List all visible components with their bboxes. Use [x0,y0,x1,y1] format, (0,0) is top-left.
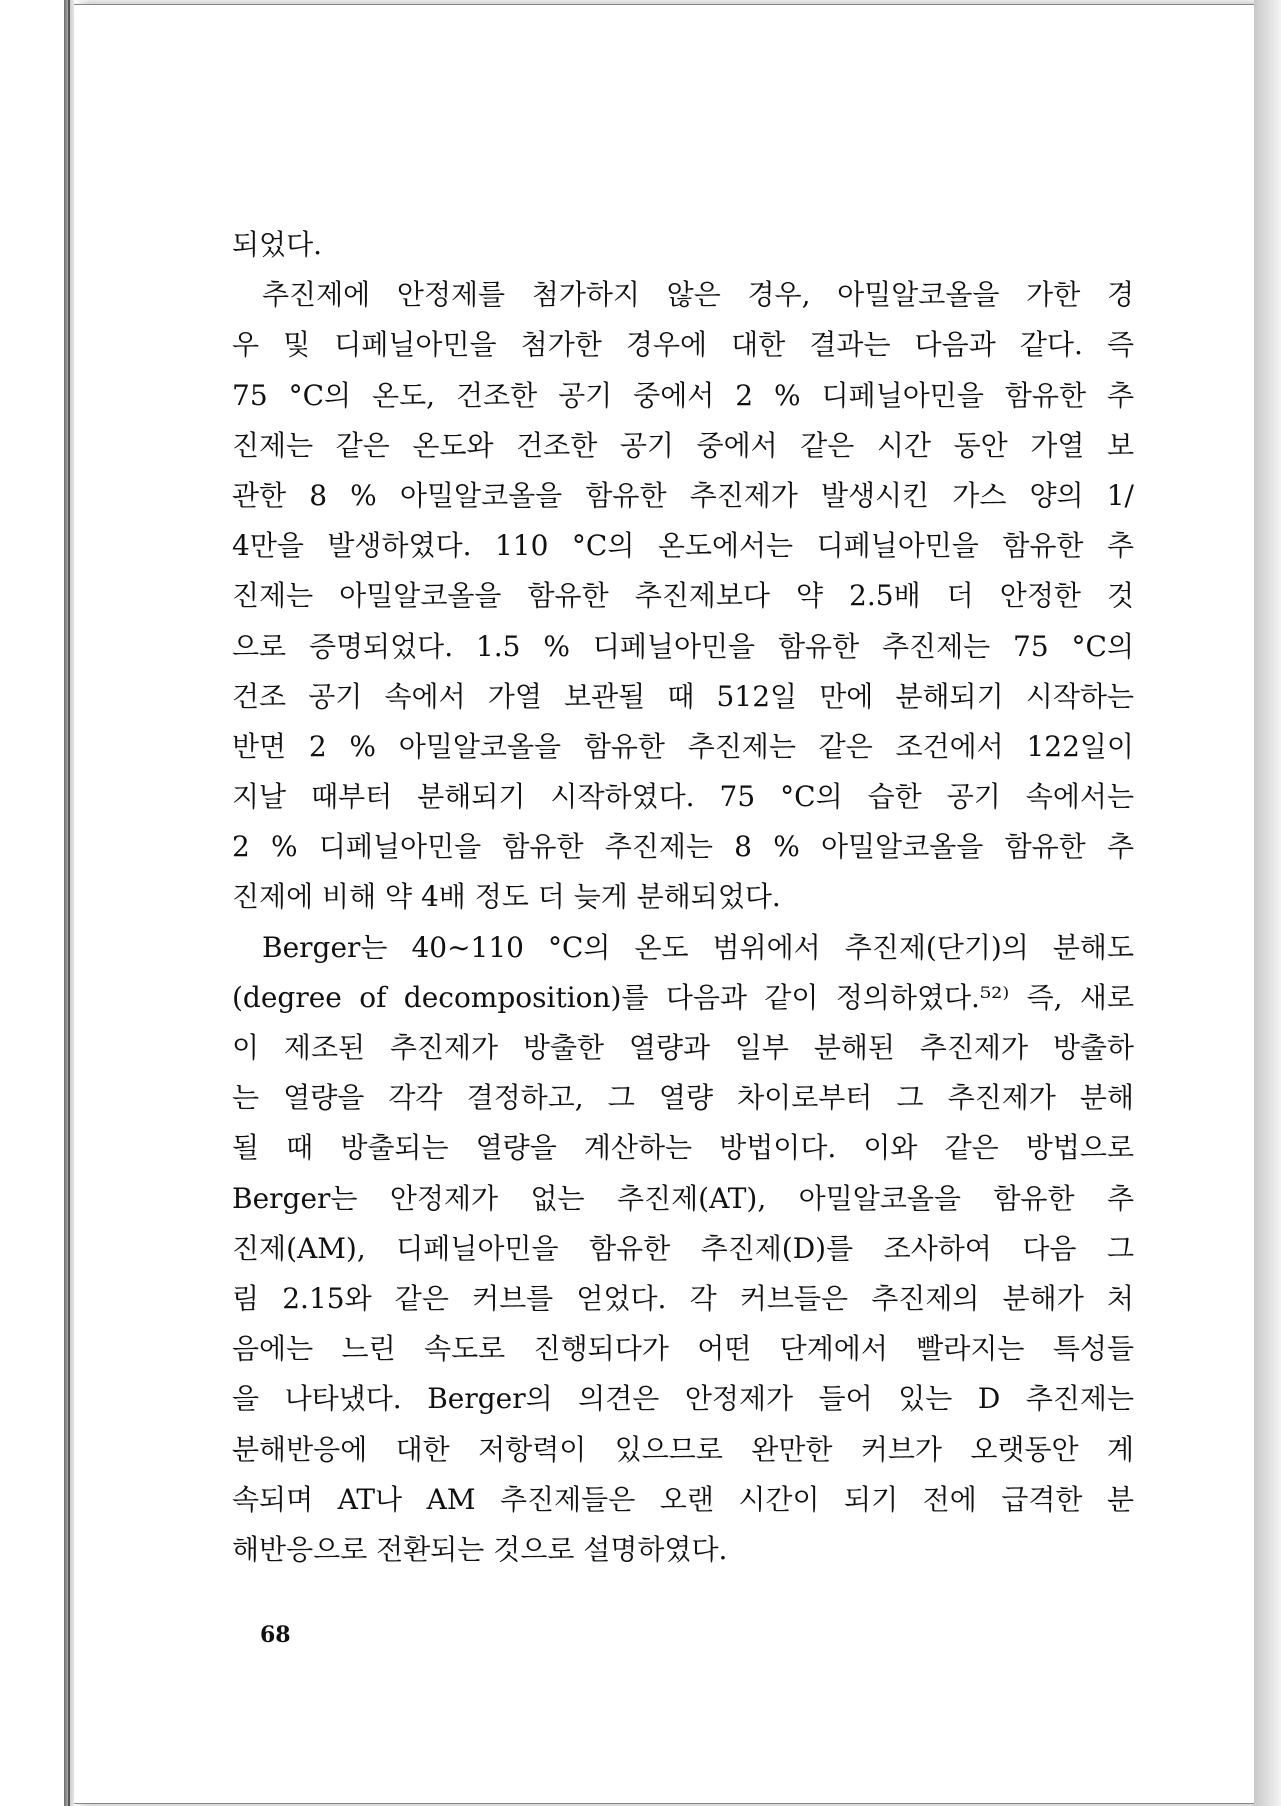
book-spine [64,0,74,1806]
text-line: 을 나타냈다. Berger의 의견은 안정제가 들어 있는 D 추진제는 [232,1382,1134,1416]
text-line: Berger는 40∼110 °C의 온도 범위에서 추진제(단기)의 분해도 [262,930,1134,964]
text-line: 관한 8 % 아밀알코올을 함유한 추진제가 발생시킨 가스 양의 1/ [232,478,1134,512]
text-line: 는 열량을 각각 결정하고, 그 열량 차이로부터 그 추진제가 분해 [232,1081,1134,1115]
body-text [232,220,1134,1575]
text-line: 지날 때부터 분해되기 시작하였다. 75 °C의 습한 공기 속에서는 [232,780,1134,814]
text-line: 될 때 방출되는 열량을 계산하는 방법이다. 이와 같은 방법으로 [232,1131,1134,1165]
text-line: 분해반응에 대한 저항력이 있으므로 완만한 커브가 오랫동안 계 [232,1432,1134,1466]
page-number: 68 [260,1622,291,1648]
text-line: 음에는 느린 속도로 진행되다가 어떤 단계에서 빨라지는 특성들 [232,1332,1134,1366]
text-line: 75 °C의 온도, 건조한 공기 중에서 2 % 디페닐아민을 함유한 추 [232,378,1134,412]
text-line: 4만을 발생하였다. 110 °C의 온도에서는 디페닐아민을 함유한 추 [232,529,1134,563]
text-line: 림 2.15와 같은 커브를 얻었다. 각 커브들은 추진제의 분해가 처 [232,1281,1134,1315]
text-line: 진제(AM), 디페닐아민을 함유한 추진제(D)를 조사하여 다음 그 [232,1231,1134,1265]
text-line: 추진제에 안정제를 첨가하지 않은 경우, 아밀알코올을 가한 경 [262,278,1134,312]
text-line: 해반응으로 전환되는 것으로 설명하였다. [232,1532,728,1566]
text-line: 으로 증명되었다. 1.5 % 디페닐아민을 함유한 추진제는 75 °C의 [232,629,1134,663]
text-line: 진제는 같은 온도와 건조한 공기 중에서 같은 시간 동안 가열 보 [232,428,1134,462]
text-line: (degree of decomposition)를 다음과 같이 정의하였다.⁵²⁾ 즉, 새로 [232,980,1134,1014]
text-line: 되었다. [232,228,323,261]
text-line: Berger는 안정제가 없는 추진제(AT), 아밀알코올을 함유한 추 [232,1181,1134,1215]
text-line: 건조 공기 속에서 가열 보관될 때 512일 만에 분해되기 시작하는 [232,679,1134,713]
text-line: 2 % 디페닐아민을 함유한 추진제는 8 % 아밀알코올을 함유한 추 [232,830,1134,864]
text-line: 반면 2 % 아밀알코올을 함유한 추진제는 같은 조건에서 122일이 [232,729,1134,763]
page-edge-shadow [1254,0,1281,1806]
text-line: 속되며 AT나 AM 추진제들은 오랜 시간이 되기 전에 급격한 분 [232,1482,1134,1516]
text-line: 우 및 디페닐아민을 첨가한 경우에 대한 결과는 다음과 같다. 즉 [232,328,1134,362]
text-line: 진제에 비해 약 4배 정도 더 늦게 분해되었다. [232,880,781,914]
text-line: 진제는 아밀알코올을 함유한 추진제보다 약 2.5배 더 안정한 것 [232,579,1134,613]
text-line: 이 제조된 추진제가 방출한 열량과 일부 분해된 추진제가 방출하 [232,1031,1134,1064]
